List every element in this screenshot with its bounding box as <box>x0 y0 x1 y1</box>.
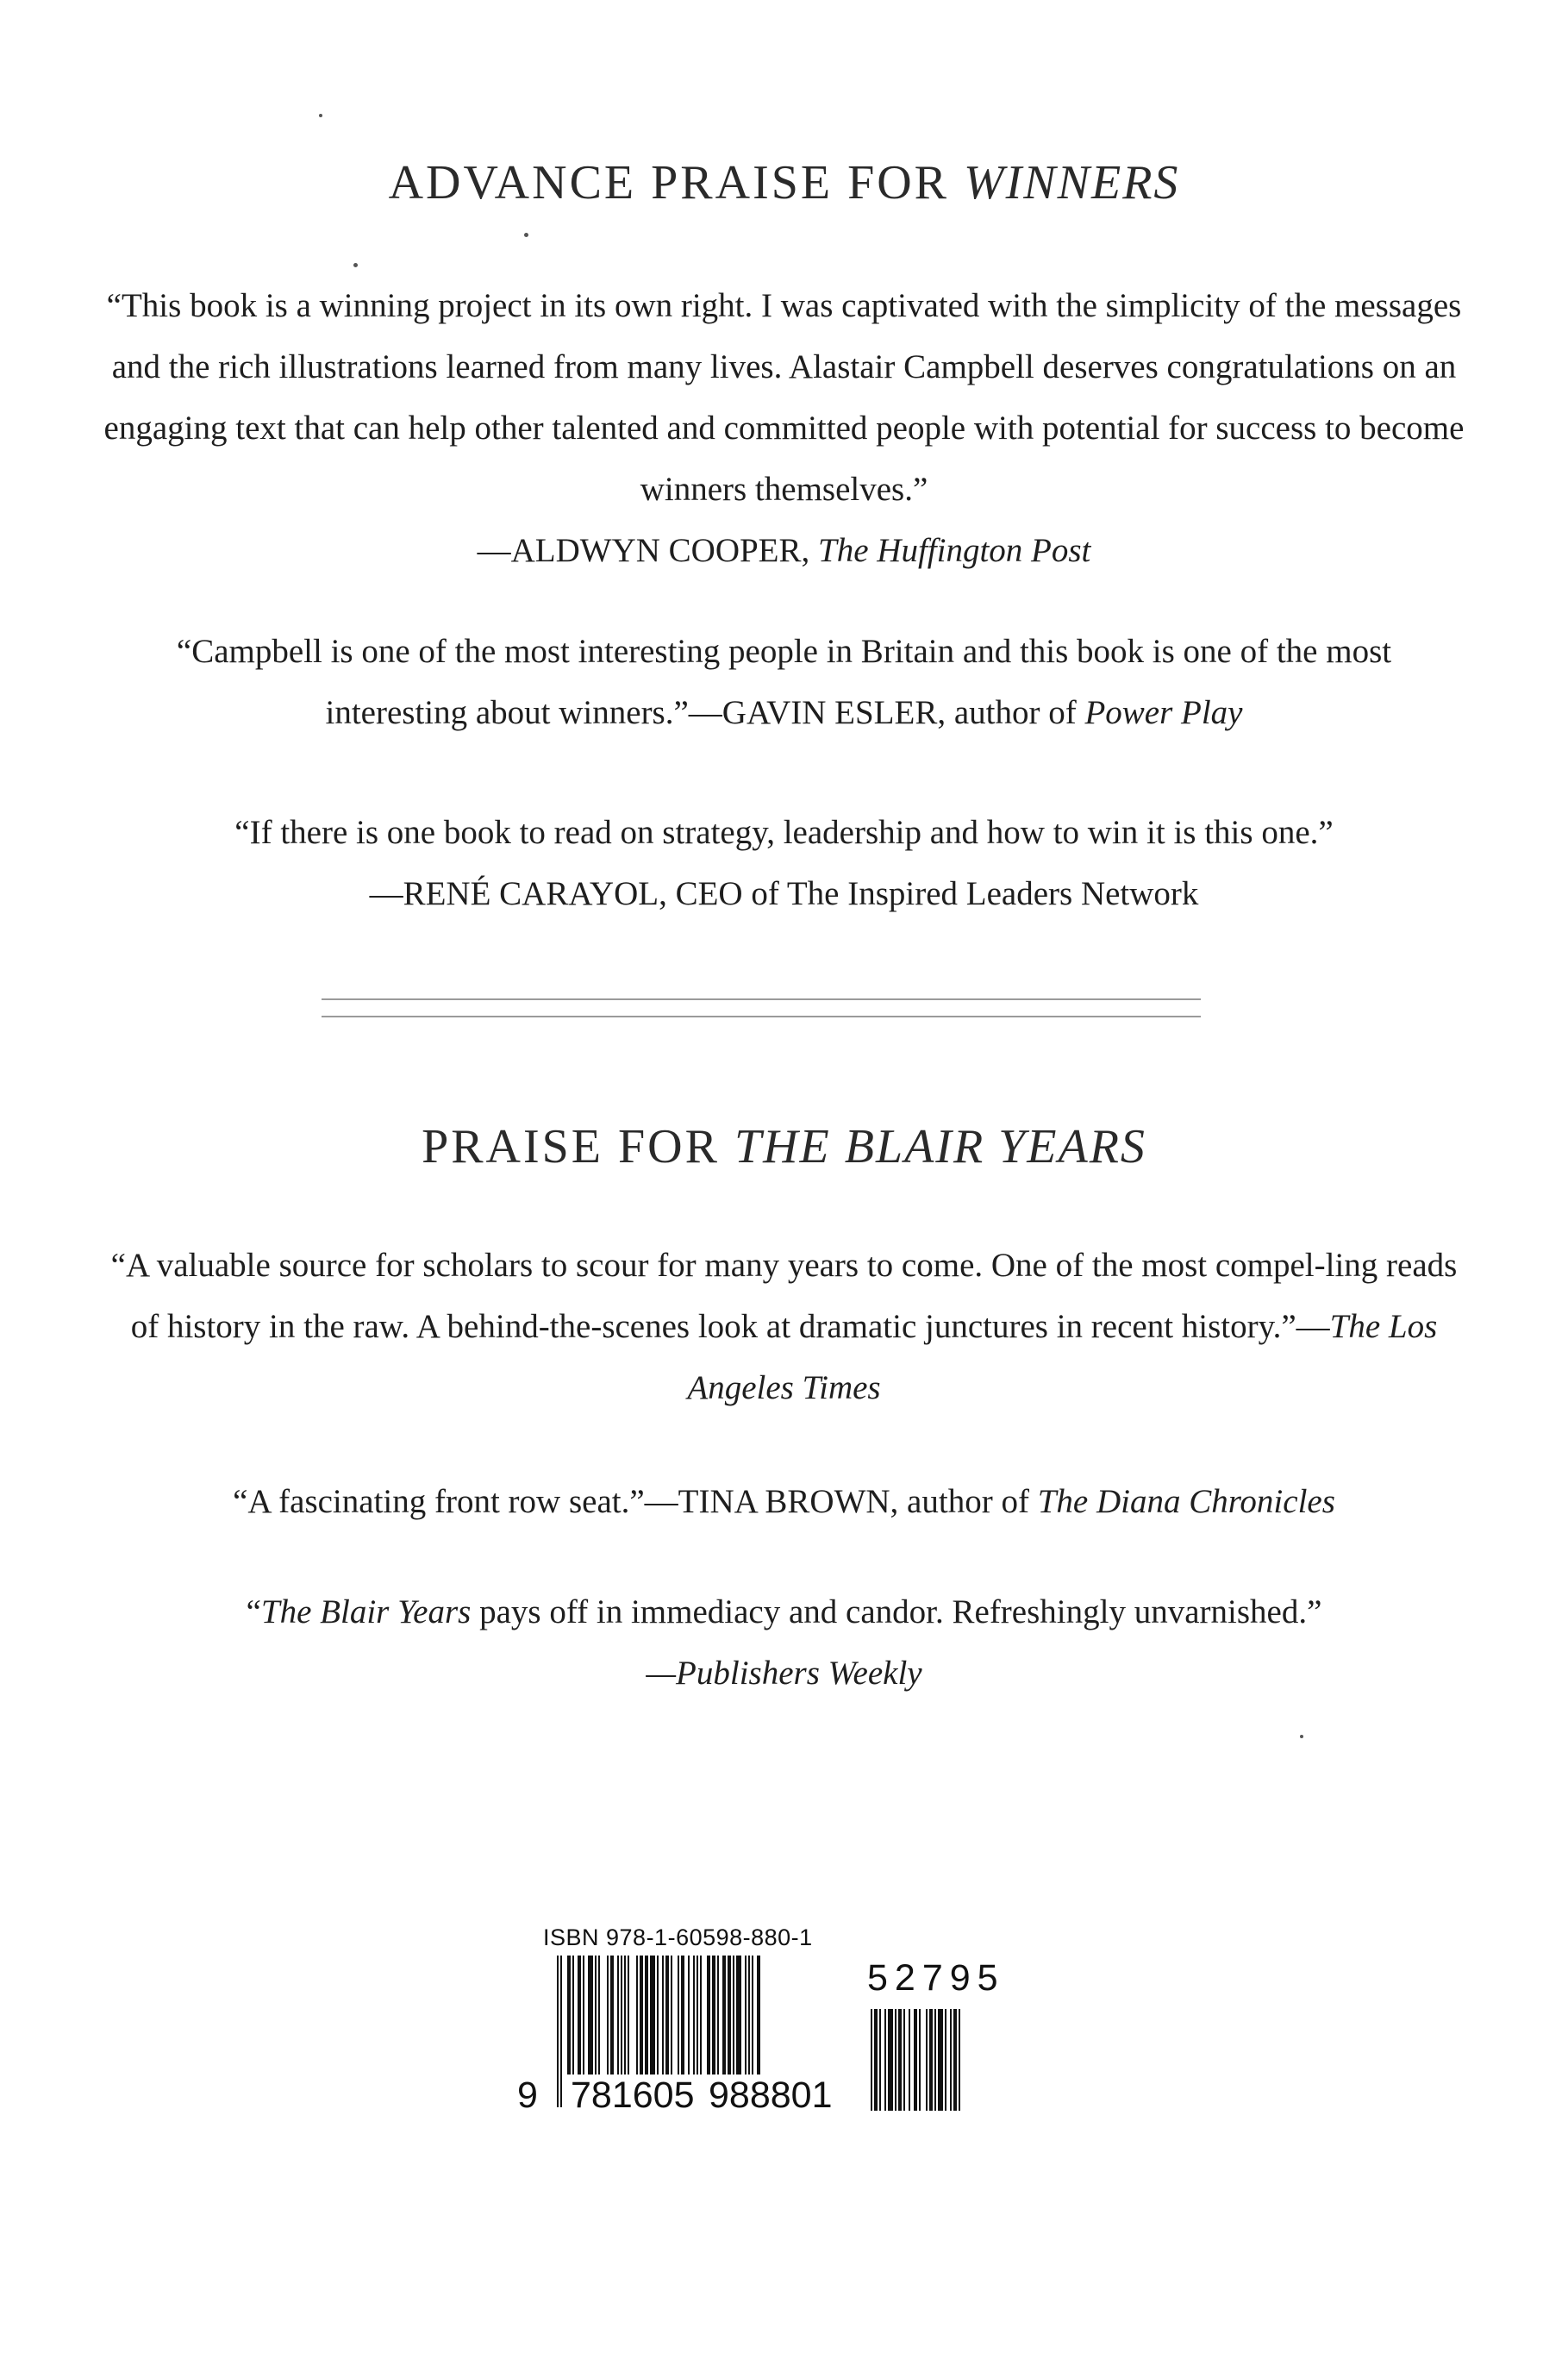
barcode-bar <box>929 2009 933 2111</box>
scan-speck <box>1300 1735 1303 1738</box>
barcode-bar <box>903 2009 905 2111</box>
barcode-lead-digit: 9 <box>517 2075 538 2116</box>
barcode-bar <box>583 1956 584 2075</box>
barcode-bar <box>578 1956 581 2075</box>
isbn-label: ISBN 978-1-60598-880-1 <box>543 1924 813 1950</box>
scan-speck <box>319 114 322 117</box>
blair-years-heading-prefix: PRAISE FOR <box>422 1120 734 1173</box>
barcode-bar <box>707 1956 710 2075</box>
barcode-bar <box>895 2009 896 2111</box>
praise-quote-esler <box>103 621 1465 743</box>
quote-text: “If there is one book to read on strategy, leadership and how to win it is this one.” <box>234 814 1334 851</box>
barcode-bar <box>953 2009 957 2111</box>
barcode-bar <box>640 1956 643 2075</box>
barcode-bar <box>588 1956 593 2075</box>
barcode-bar <box>595 1956 597 2075</box>
quote-text: “This book is a winning project in its own right. I was captivated with the simplicity of the messages and the rich illustrations learned from many lives. Alastair Campbell deserves congratulations on an engaging text that can help other talented and committed people with potential for success to become winners themselves.” <box>103 287 1465 508</box>
section-divider-top <box>322 998 1201 1000</box>
barcode-bar <box>919 2009 921 2111</box>
barcode-bar <box>560 1956 562 2107</box>
barcode-bar <box>898 2009 902 2111</box>
scan-speck <box>524 233 528 237</box>
attribution-source: The Huffington Post <box>818 532 1091 569</box>
quote-text: “A valuable source for scholars to scour for many years to come. One of the most compel-ling reads of history in the raw. A behind-the-scenes look at dramatic junctures in recent history.”— <box>110 1247 1458 1345</box>
barcode-bar <box>624 1956 626 2075</box>
barcode-bar <box>909 2009 910 2111</box>
advance-praise-heading-title: WINNERS <box>964 156 1180 210</box>
barcode-bar <box>557 1956 559 2107</box>
barcode-bar <box>681 1956 684 2075</box>
quote-text: “Campbell is one of the most interesting people in Britain and this book is one of the most interesting about winners.”—GAVIN ESLER, author of <box>176 633 1392 731</box>
barcode-bar <box>693 1956 695 2075</box>
barcode-bar <box>959 2009 960 2111</box>
barcode-bar <box>650 1956 655 2075</box>
barcode-bar <box>645 1956 648 2075</box>
praise-quote-carayol <box>86 802 1482 924</box>
quote-text: pays off in immediacy and candor. Refreshingly unvarnished.” <box>471 1593 1322 1630</box>
attribution-source: The Diana Chronicles <box>1037 1483 1335 1520</box>
barcode-bar <box>567 1956 571 2075</box>
praise-quote-brown <box>86 1471 1482 1532</box>
barcode-bar <box>671 1956 672 2075</box>
barcode-right-digits: 988801 <box>709 2075 833 2116</box>
barcode-bar <box>945 2009 946 2111</box>
attribution-source: —Publishers Weekly <box>646 1655 922 1692</box>
barcode-bar <box>607 1956 609 2075</box>
barcode-bar <box>745 1956 747 2075</box>
barcode-bar <box>697 1956 698 2075</box>
barcode-bar <box>888 2009 893 2111</box>
barcode-bar <box>748 1956 750 2075</box>
barcode-bar <box>938 2009 943 2111</box>
barcode-bar <box>636 1956 638 2075</box>
barcode-bar <box>621 1956 622 2075</box>
praise-quote-publishers-weekly <box>86 1581 1482 1704</box>
barcode-bar <box>712 1956 715 2075</box>
section-divider-bottom <box>322 1016 1201 1017</box>
barcode-bar <box>914 2009 917 2111</box>
praise-quote-la-times <box>93 1235 1475 1418</box>
quote-line <box>86 1581 1482 1643</box>
attribution-source: Power Play <box>1084 694 1243 731</box>
barcode-bar <box>657 1956 659 2075</box>
blair-years-heading-title: THE BLAIR YEARS <box>734 1120 1146 1173</box>
barcode-bar <box>874 2009 878 2111</box>
advance-praise-heading-prefix: ADVANCE PRAISE FOR <box>388 156 964 210</box>
barcode-bar <box>728 1956 731 2075</box>
barcode-bar <box>610 1956 614 2075</box>
barcode-bar <box>717 1956 719 2075</box>
quote-text: “A fascinating front row seat.”—TINA BROWN, author of <box>233 1483 1038 1520</box>
barcode-bar <box>926 2009 928 2111</box>
scan-speck <box>353 263 358 267</box>
price-code: 52795 <box>867 1957 1005 1999</box>
attribution-name: —RENÉ CARAYOL, CEO of The Inspired Leaders Network <box>369 875 1199 912</box>
price-barcode <box>869 2009 1020 2112</box>
quote-open: “ <box>246 1593 261 1630</box>
barcode-bar <box>722 1956 726 2075</box>
attribution-source: The Los Angeles Times <box>687 1308 1438 1406</box>
barcode-bar <box>617 1956 619 2075</box>
barcode-bar <box>736 1956 741 2075</box>
quote-title: The Blair Years <box>260 1593 472 1630</box>
barcode-bar <box>884 2009 886 2111</box>
barcode-bar <box>572 1956 574 2075</box>
barcode-bar <box>678 1956 679 2075</box>
attribution-name: —ALDWYN COOPER, <box>477 532 819 569</box>
barcode-bar <box>598 1956 600 2075</box>
praise-quote-cooper <box>83 275 1485 581</box>
quote-attribution <box>83 520 1485 581</box>
barcode-left-digits: 781605 <box>571 2075 695 2116</box>
barcode-bar <box>934 2009 936 2111</box>
advance-praise-heading <box>0 155 1568 210</box>
barcode-bar <box>628 1956 629 2075</box>
barcode-bar <box>950 2009 952 2111</box>
barcode-bar <box>733 1956 734 2075</box>
barcode-bar <box>871 2009 872 2111</box>
blair-years-heading <box>0 1119 1568 1174</box>
barcode-bar <box>688 1956 690 2075</box>
barcode-bar <box>700 1956 702 2075</box>
barcode-bar <box>879 2009 881 2111</box>
